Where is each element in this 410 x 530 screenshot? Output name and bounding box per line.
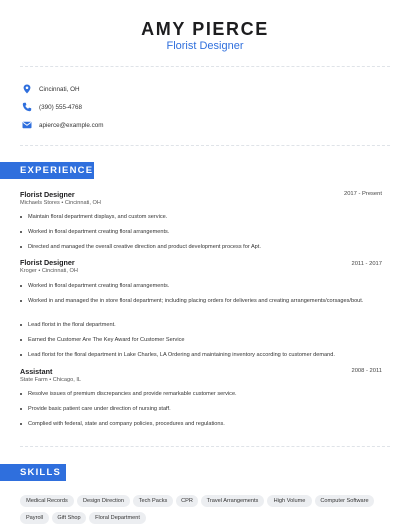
skill-chip: Payroll	[20, 512, 49, 524]
job-bullet: Lead florist for the floral department in Lake Charles, LA Ordering and maintaining inventory according to customer demand.	[20, 351, 365, 359]
skill-chip: Travel Arrangements	[201, 495, 264, 507]
job-title: Florist Designer	[20, 258, 75, 267]
divider	[20, 145, 390, 146]
job-dates: 2017 - Present	[343, 191, 382, 197]
skill-chip: High Volume	[267, 495, 312, 507]
job-bullet: Lead florist in the floral department.	[20, 321, 365, 329]
skill-chip: Design Direction	[77, 495, 130, 507]
job-bullet: Earned the Customer Are The Key Award for Customer Service	[20, 336, 365, 344]
contact-phone	[22, 100, 82, 114]
contact-email-text: apierce@example.com	[39, 121, 104, 129]
job-company: Kroger • Cincinnati, OH	[20, 268, 78, 274]
section-header-experience: EXPERIENCE	[0, 162, 94, 179]
skill-chip: Medical Records	[20, 495, 74, 507]
contact-phone-text: (390) 555-4768	[39, 103, 83, 111]
job-bullet: Worked in floral department creating floral arrangements.	[20, 228, 365, 236]
divider	[20, 66, 390, 67]
job-title: Florist Designer	[20, 190, 75, 199]
section-header-skills: SKILLS	[0, 464, 66, 481]
email-icon	[22, 120, 32, 130]
skill-chip: Gift Shop	[52, 512, 86, 524]
job-bullet: Maintain floral department displays, and custom service.	[20, 213, 365, 221]
skill-chip: Floral Department	[89, 512, 146, 524]
job-company: Michaels Stores • Cincinnati, OH	[20, 200, 101, 206]
contact-email	[22, 118, 104, 132]
job-bullet: Resolve issues of premium discrepancies and provide remarkable customer service.	[20, 390, 365, 398]
job-bullet: Directed and managed the overall creative direction and product development process for Apt.	[20, 243, 365, 251]
phone-icon	[22, 102, 32, 112]
skill-chip: Tech Packs	[133, 495, 173, 507]
job-title: Assistant	[20, 367, 53, 376]
candidate-name: AMY PIERCE	[141, 19, 269, 39]
contact-location	[22, 82, 80, 96]
job-bullet: Complied with federal, state and company policies, procedures and regulations.	[20, 420, 365, 428]
job-dates: 2008 - 2011	[351, 368, 382, 374]
candidate-role: Florist Designer	[166, 40, 244, 52]
job-bullet: Worked in floral department creating floral arrangements.	[20, 282, 365, 290]
contact-location-text: Cincinnati, OH	[39, 85, 80, 93]
job-bullet: Provide basic patient care under direction of nursing staff.	[20, 405, 365, 413]
skill-chip: Computer Software	[315, 495, 374, 507]
divider	[20, 446, 390, 447]
job-bullet: Worked in and managed the in store floral department; including placing orders for deliveries and creating arrangements/corsages/bout.	[20, 297, 365, 305]
job-company: State Farm • Chicago, IL	[20, 377, 82, 383]
job-dates: 2011 - 2017	[351, 261, 382, 267]
location-pin-icon	[22, 84, 32, 94]
skill-chip: CPR	[176, 495, 198, 507]
